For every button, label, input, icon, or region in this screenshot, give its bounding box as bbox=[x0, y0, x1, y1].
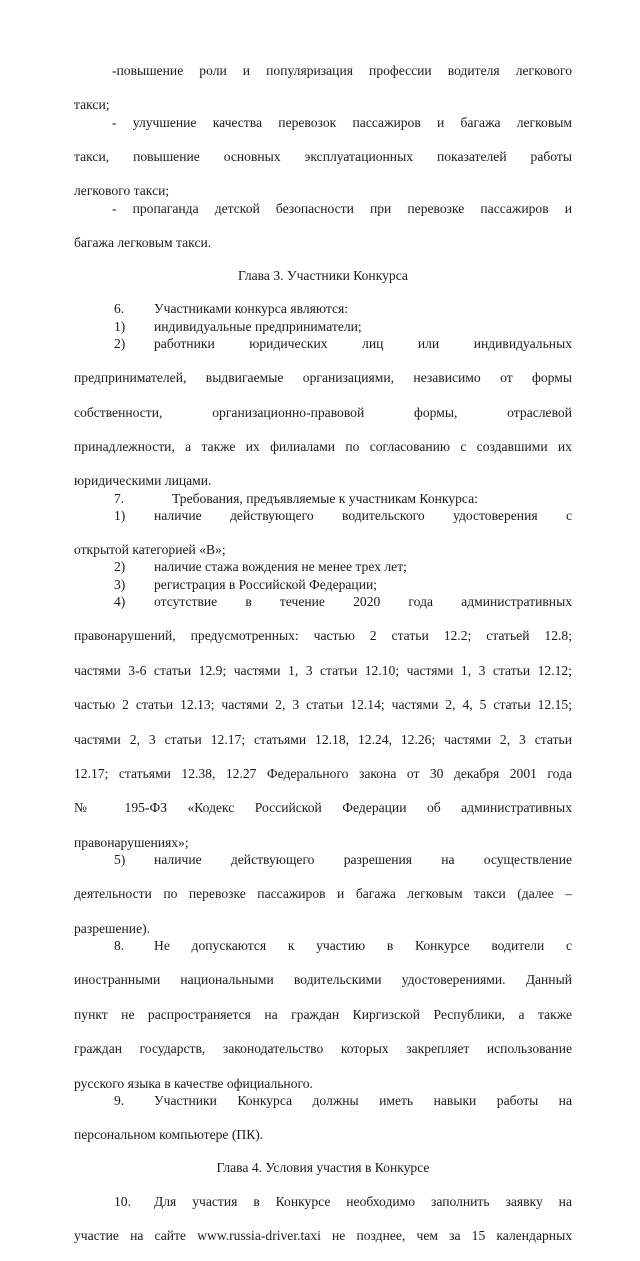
clause-line: наличие действующего водительского удостоверения с bbox=[154, 507, 572, 523]
clause-number: 6. bbox=[114, 301, 125, 317]
bullet-line: -повышение роли и популяризация профессии водителя легкового bbox=[112, 63, 572, 78]
clause-8 bbox=[74, 937, 572, 1092]
clause-line: пункт не распространяется на граждан Киргизской Республики, а также bbox=[74, 1006, 572, 1022]
clause-number: 1) bbox=[114, 318, 126, 334]
clause-7-1 bbox=[74, 507, 572, 559]
clause-line: иностранными национальными водительскими удостоверениями. Данный bbox=[74, 972, 572, 988]
clause-number: 4) bbox=[114, 593, 126, 609]
clause-line: отсутствие в течение 2020 года административных bbox=[154, 593, 572, 609]
clause-number: 1) bbox=[114, 507, 126, 523]
clause-number: 3) bbox=[114, 576, 126, 592]
clause-line: граждан государств, законодательство которых закрепляет использование bbox=[74, 1041, 572, 1057]
clause-line: работники юридических лиц или индивидуальных bbox=[154, 335, 572, 351]
clause-text: Требования, предъявляемые к участникам Конкурса: bbox=[172, 490, 478, 506]
bullet-1 bbox=[74, 62, 572, 114]
clause-line: разрешение). bbox=[74, 920, 151, 936]
goal-bullets bbox=[74, 62, 572, 251]
clause-6-1 bbox=[74, 318, 572, 335]
bullet-line: - пропаганда детской безопасности при перевозке пассажиров и bbox=[112, 200, 572, 216]
clause-line: юридическими лицами. bbox=[74, 473, 212, 489]
bullet-line: легкового такси; bbox=[74, 183, 170, 199]
clause-number: 7. bbox=[114, 490, 125, 506]
clause-line: частью 2 статьи 12.13; частями 2, 3 статьи 12.14; частями 2, 4, 5 статьи 12.15; bbox=[74, 697, 572, 713]
clause-number: 8. bbox=[114, 937, 125, 953]
clause-6 bbox=[74, 300, 572, 317]
clause-6-2 bbox=[74, 335, 572, 490]
clause-7-2 bbox=[74, 558, 572, 575]
clause-line: участие на сайте www.russia-driver.taxi не позднее, чем за 15 календарных bbox=[74, 1228, 572, 1243]
clause-7 bbox=[74, 490, 572, 507]
clause-text: регистрация в Российской Федерации; bbox=[154, 576, 378, 592]
clause-line: правонарушениях»; bbox=[74, 834, 189, 850]
clause-line: предпринимателей, выдвигаемые организациями, независимо от формы bbox=[74, 370, 572, 386]
bullet-line: такси, повышение основных эксплуатационных показателей работы bbox=[74, 149, 572, 165]
clause-line: № 195-ФЗ «Кодекс Российской Федерации об административных bbox=[74, 800, 572, 816]
clause-line: частями 2, 3 статьи 12.17; статьями 12.18, 12.24, 12.26; частями 2, 3 статьи bbox=[74, 731, 572, 747]
clause-number: 2) bbox=[114, 559, 126, 575]
bullet-3 bbox=[74, 200, 572, 252]
clause-line: правонарушений, предусмотренных: частью 2 статьи 12.2; статьей 12.8; bbox=[74, 628, 572, 644]
clause-7-5 bbox=[74, 851, 572, 937]
bullet-line: такси; bbox=[74, 97, 110, 113]
clause-number: 10. bbox=[114, 1193, 131, 1209]
clause-line: открытой категорией «В»; bbox=[74, 542, 226, 558]
clause-line: собственности, организационно-правовой формы, отраслевой bbox=[74, 404, 572, 420]
clause-line: принадлежности, а также их филиалами по согласованию с создавшими их bbox=[74, 439, 572, 455]
clause-line: персональном компьютере (ПК). bbox=[74, 1127, 264, 1143]
document-body bbox=[74, 62, 572, 1261]
clause-line: 12.17; статьями 12.38, 12.27 Федерального закона от 30 декабря 2001 года bbox=[74, 765, 572, 781]
clause-text: Участниками конкурса являются: bbox=[154, 301, 349, 317]
clause-line: Не допускаются к участию в Конкурсе водители с bbox=[154, 937, 572, 953]
clause-line: Участники Конкурса должны иметь навыки работы на bbox=[154, 1092, 572, 1108]
chapter-4-heading: Глава 4. Условия участия в Конкурсе bbox=[216, 1160, 430, 1176]
bullet-line: багажа легковым такси. bbox=[74, 235, 212, 251]
clause-number: 5) bbox=[114, 851, 126, 867]
clause-line: Для участия в Конкурсе необходимо заполнить заявку на bbox=[154, 1193, 572, 1209]
clause-10 bbox=[74, 1193, 572, 1261]
clause-number: 2) bbox=[114, 335, 126, 351]
clause-line: частями 3-6 статьи 12.9; частями 1, 3 статьи 12.10; частями 1, 3 статьи 12.12; bbox=[74, 662, 572, 678]
clause-9 bbox=[74, 1092, 572, 1144]
clause-text: наличие стажа вождения не менее трех лет; bbox=[154, 559, 407, 575]
bullet-line: - улучшение качества перевозок пассажиров и багажа легковым bbox=[112, 114, 572, 130]
clause-7-3 bbox=[74, 576, 572, 593]
clause-7-4 bbox=[74, 593, 572, 851]
chapter-3-heading: Глава 3. Участники Конкурса bbox=[238, 268, 408, 284]
clause-number: 9. bbox=[114, 1092, 125, 1108]
clause-line: наличие действующего разрешения на осуществление bbox=[154, 851, 572, 867]
clause-text: индивидуальные предприниматели; bbox=[154, 318, 362, 334]
bullet-2 bbox=[74, 114, 572, 200]
clause-line: деятельности по перевозке пассажиров и багажа легковым такси (далее – bbox=[74, 886, 572, 902]
clause-line: русского языка в качестве официального. bbox=[74, 1075, 313, 1091]
